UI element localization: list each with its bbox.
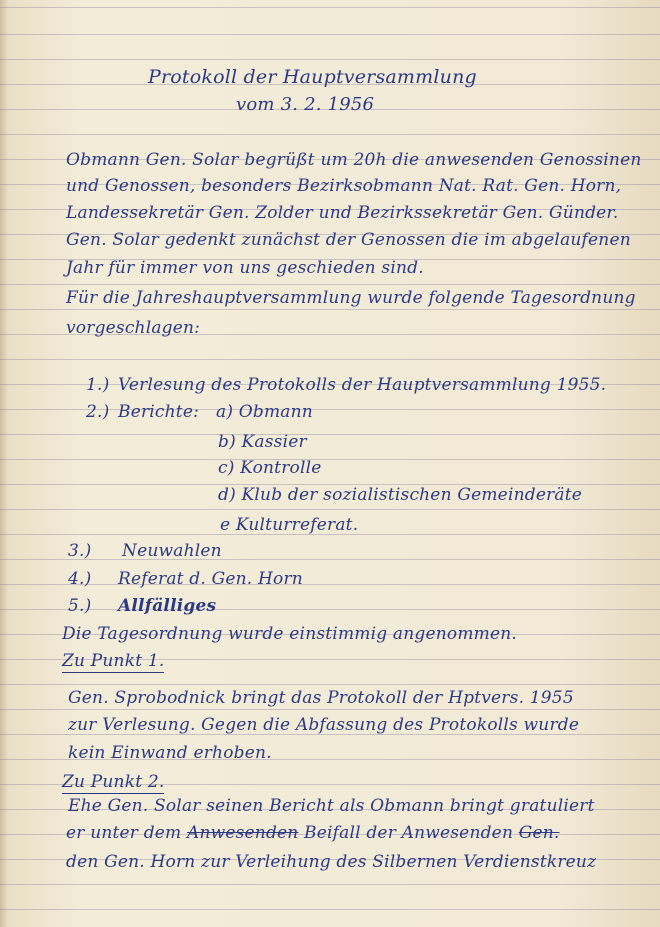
agenda-accepted-note: Die Tagesordnung wurde einstimmig angenommen.	[62, 624, 517, 644]
punkt1-heading: Zu Punkt 1.	[62, 651, 165, 671]
agenda-subitem: d) Klub der sozialistischen Gemeinderäte	[218, 485, 583, 505]
agenda-item-text: Berichte:	[118, 402, 200, 422]
intro-line: Landessekretär Gen. Zolder und Bezirkssekretär Gen. Günder.	[66, 203, 619, 223]
punkt1-line: kein Einwand erhoben.	[68, 743, 272, 763]
agenda-item-text: Neuwahlen	[122, 541, 222, 561]
intro-line: Obmann Gen. Solar begrüßt um 20h die anwesenden Genossinen	[66, 150, 642, 170]
intro-line: Gen. Solar gedenkt zunächst der Genossen die im abgelaufenen	[66, 230, 631, 250]
page-title: Protokoll der Hauptversammlung	[148, 66, 477, 88]
intro-line: und Genossen, besonders Bezirksobmann Nat. Rat. Gen. Horn,	[66, 176, 622, 196]
agenda-subitem: b) Kassier	[218, 432, 307, 452]
agenda-subitem: e Kulturreferat.	[220, 515, 359, 535]
intro-line: Jahr für immer von uns geschieden sind.	[66, 258, 424, 278]
intro-line: Für die Jahreshauptversammlung wurde folgende Tagesordnung	[66, 288, 636, 308]
agenda-item-number: 1.)	[86, 375, 110, 395]
struck-word: Gen.	[518, 823, 560, 843]
punkt2-line: den Gen. Horn zur Verleihung des Silbernen Verdienstkreuz	[66, 852, 597, 872]
punkt2-text: er unter dem	[66, 823, 187, 843]
agenda-item-number: 3.)	[68, 541, 92, 561]
punkt2-text: Beifall der Anwesenden	[298, 823, 519, 843]
punkt2-line: Ehe Gen. Solar seinen Bericht als Obmann bringt gratuliert	[68, 796, 595, 816]
agenda-item-number: 5.)	[68, 596, 92, 616]
punkt1-line: Gen. Sprobodnick bringt das Protokoll der Hptvers. 1955	[68, 688, 574, 708]
agenda-item-text: Verlesung des Protokolls der Hauptversammlung 1955.	[118, 375, 607, 395]
struck-word: Anwesenden	[186, 823, 299, 843]
punkt2-heading: Zu Punkt 2.	[62, 772, 165, 792]
agenda-item-number: 4.)	[68, 569, 92, 589]
intro-line: vorgeschlagen:	[66, 318, 201, 338]
agenda-item-number: 2.)	[86, 402, 110, 422]
punkt2-line	[66, 823, 560, 843]
protocol-date: vom 3. 2. 1956	[236, 94, 375, 115]
agenda-subitem: c) Kontrolle	[218, 458, 322, 478]
agenda-item-text: Referat d. Gen. Horn	[118, 569, 303, 589]
agenda-subitem: a) Obmann	[216, 402, 313, 422]
punkt1-line: zur Verlesung. Gegen die Abfassung des Protokolls wurde	[68, 715, 580, 735]
agenda-item-text: Allfälliges	[118, 596, 217, 616]
